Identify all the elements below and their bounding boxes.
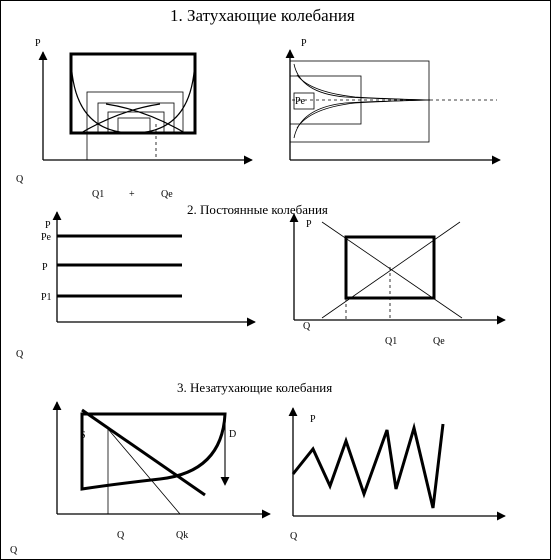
section-1-right-chart: [290, 50, 500, 160]
s1-qe-label: Qe: [161, 189, 173, 200]
s2-p-label: P: [42, 262, 48, 273]
inner-rect-4: [118, 118, 150, 133]
s3-right-p-label: P: [310, 414, 316, 425]
section-1-left-chart: [43, 52, 252, 160]
section-2-right-chart: [294, 214, 505, 320]
s1-left-p-label: P: [35, 38, 41, 49]
upper-envelope-inner: [297, 75, 430, 100]
section-2-left-chart: [57, 212, 255, 322]
s3-corner-q-label: Q: [10, 545, 18, 556]
s1-pe-label: Pe: [295, 96, 305, 107]
s2-q-label: Q: [16, 349, 24, 360]
s3-q-label: Q: [117, 530, 125, 541]
s2-q1-label: Q1: [385, 336, 398, 347]
inner-rect-1: [87, 92, 183, 133]
s2-qe-label: Qe: [433, 336, 445, 347]
section-3-right-chart: [293, 408, 505, 516]
supply-curve-a: [81, 104, 160, 133]
s2-right-p-label: P: [306, 219, 312, 230]
s2-pe-label: Pe: [41, 232, 51, 243]
outer-rect: [290, 61, 429, 142]
section-2-title: 2. Постоянные колебания: [187, 202, 328, 217]
s2-p-axis-label: P: [45, 220, 51, 231]
zigzag-path: [293, 424, 443, 508]
s1-plus-label: +: [129, 189, 135, 200]
s2-right-q-label: Q: [303, 321, 311, 332]
section-3-left-chart: [57, 402, 270, 514]
outer-rect: [71, 54, 195, 133]
section-1-title: 1. Затухающие колебания: [170, 6, 355, 25]
s3-s-label: S: [80, 430, 86, 441]
demand-curve: [71, 54, 195, 133]
s3-right-q-label: Q: [290, 531, 298, 542]
s3-d-label: D: [229, 429, 237, 440]
s1-q1-label: Q1: [92, 189, 105, 200]
s3-qk-label: Qk: [176, 530, 189, 541]
section-3-title: 3. Незатухающие колебания: [177, 380, 333, 395]
s1-q-label: Q: [16, 174, 24, 185]
s2-p1-label: P1: [41, 292, 52, 303]
s1-right-p-label: P: [301, 38, 307, 49]
